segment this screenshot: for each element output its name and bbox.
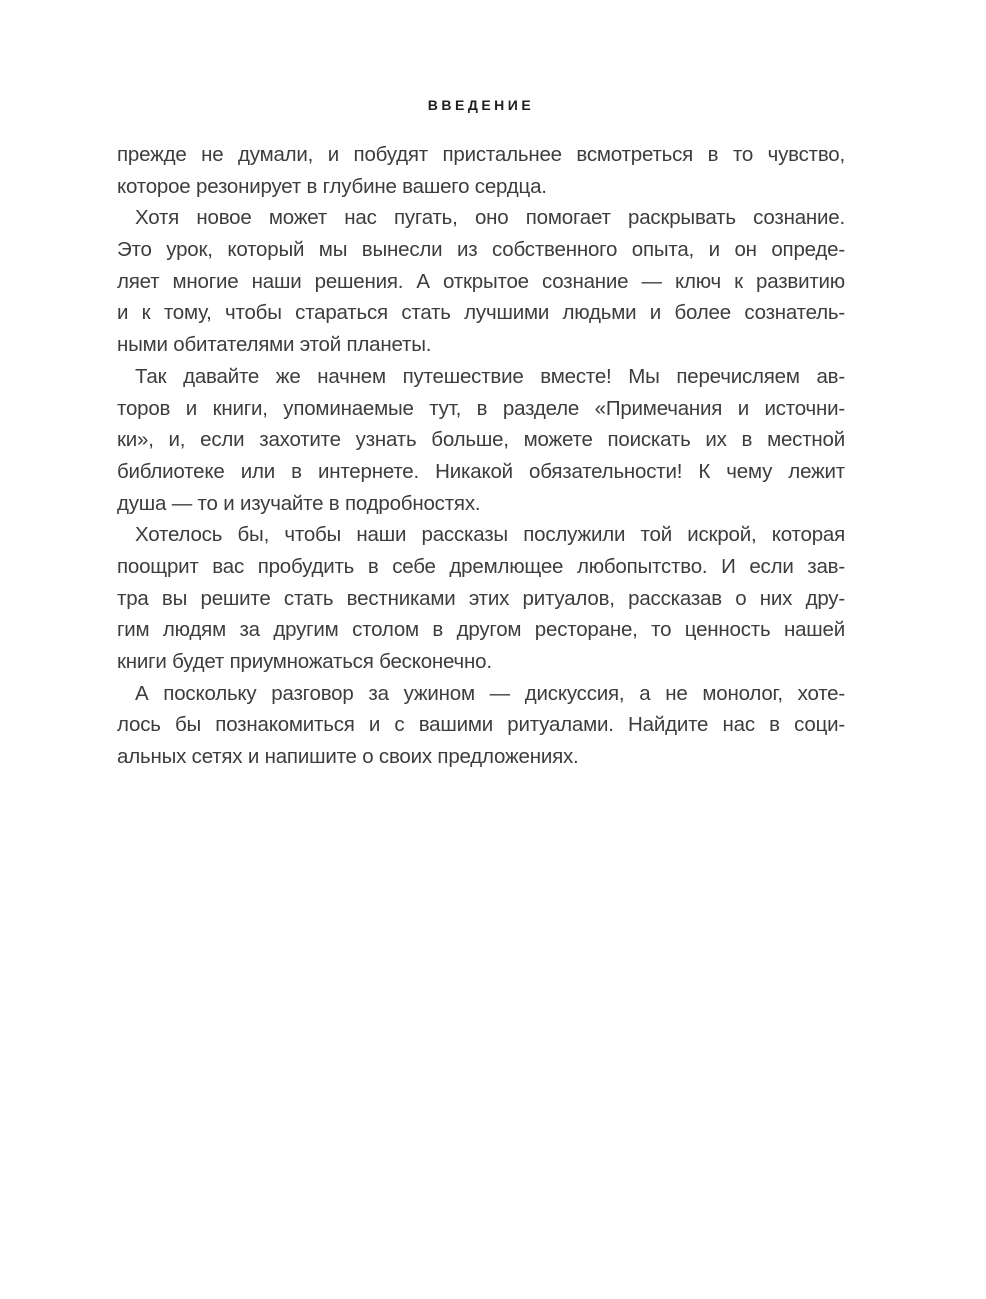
text-line: торов и книги, упоминаемые тут, в разделе «Примечания и источни- [117, 396, 845, 420]
text-line: библиотеке или в интернете. Никакой обязательности! К чему лежит [117, 459, 845, 483]
text-line: Так давайте же начнем путешествие вместе! Мы перечисляем ав- [135, 364, 845, 388]
text-line: Хотя новое может нас пугать, оно помогает раскрывать сознание. [135, 206, 845, 230]
chapter-header: ВВЕДЕНИЕ [427, 97, 535, 113]
text-line: Хотелось бы, чтобы наши рассказы послужили той искрой, которая [135, 523, 845, 547]
text-line: ными обитателями этой планеты. [117, 333, 432, 357]
text-line: альных сетях и напишите о своих предложениях. [117, 745, 579, 769]
text-line: гим людям за другим столом в другом ресторане, то ценность нашей [117, 618, 845, 642]
body-text [117, 139, 845, 773]
text-line: прежде не думали, и побудят пристальнее всмотреться в то чувство, [117, 143, 845, 166]
text-line: ки», и, если захотите узнать больше, можете поискать их в местной [117, 428, 845, 452]
text-line: которое резонирует в глубине вашего сердца. [117, 174, 547, 198]
text-line: книги будет приумножаться бесконечно. [117, 650, 492, 673]
text-line: лось бы познакомиться и с вашими ритуалами. Найдите нас в соци- [117, 713, 845, 737]
text-line: душа — то и изучайте в подробностях. [117, 491, 481, 515]
text-line: и к тому, чтобы стараться стать лучшими людьми и более сознатель- [117, 301, 845, 325]
text-line: тра вы решите стать вестниками этих ритуалов, рассказав о них дру- [117, 586, 845, 610]
text-line: Это урок, который мы вынесли из собственного опыта, и он опреде- [117, 238, 845, 262]
text-line: ляет многие наши решения. А открытое сознание — ключ к развитию [117, 269, 845, 293]
text-line: поощрит вас пробудить в себе дремлющее любопытство. И если зав- [117, 554, 845, 578]
text-line: А поскольку разговор за ужином — дискуссия, а не монолог, хоте- [135, 681, 845, 705]
